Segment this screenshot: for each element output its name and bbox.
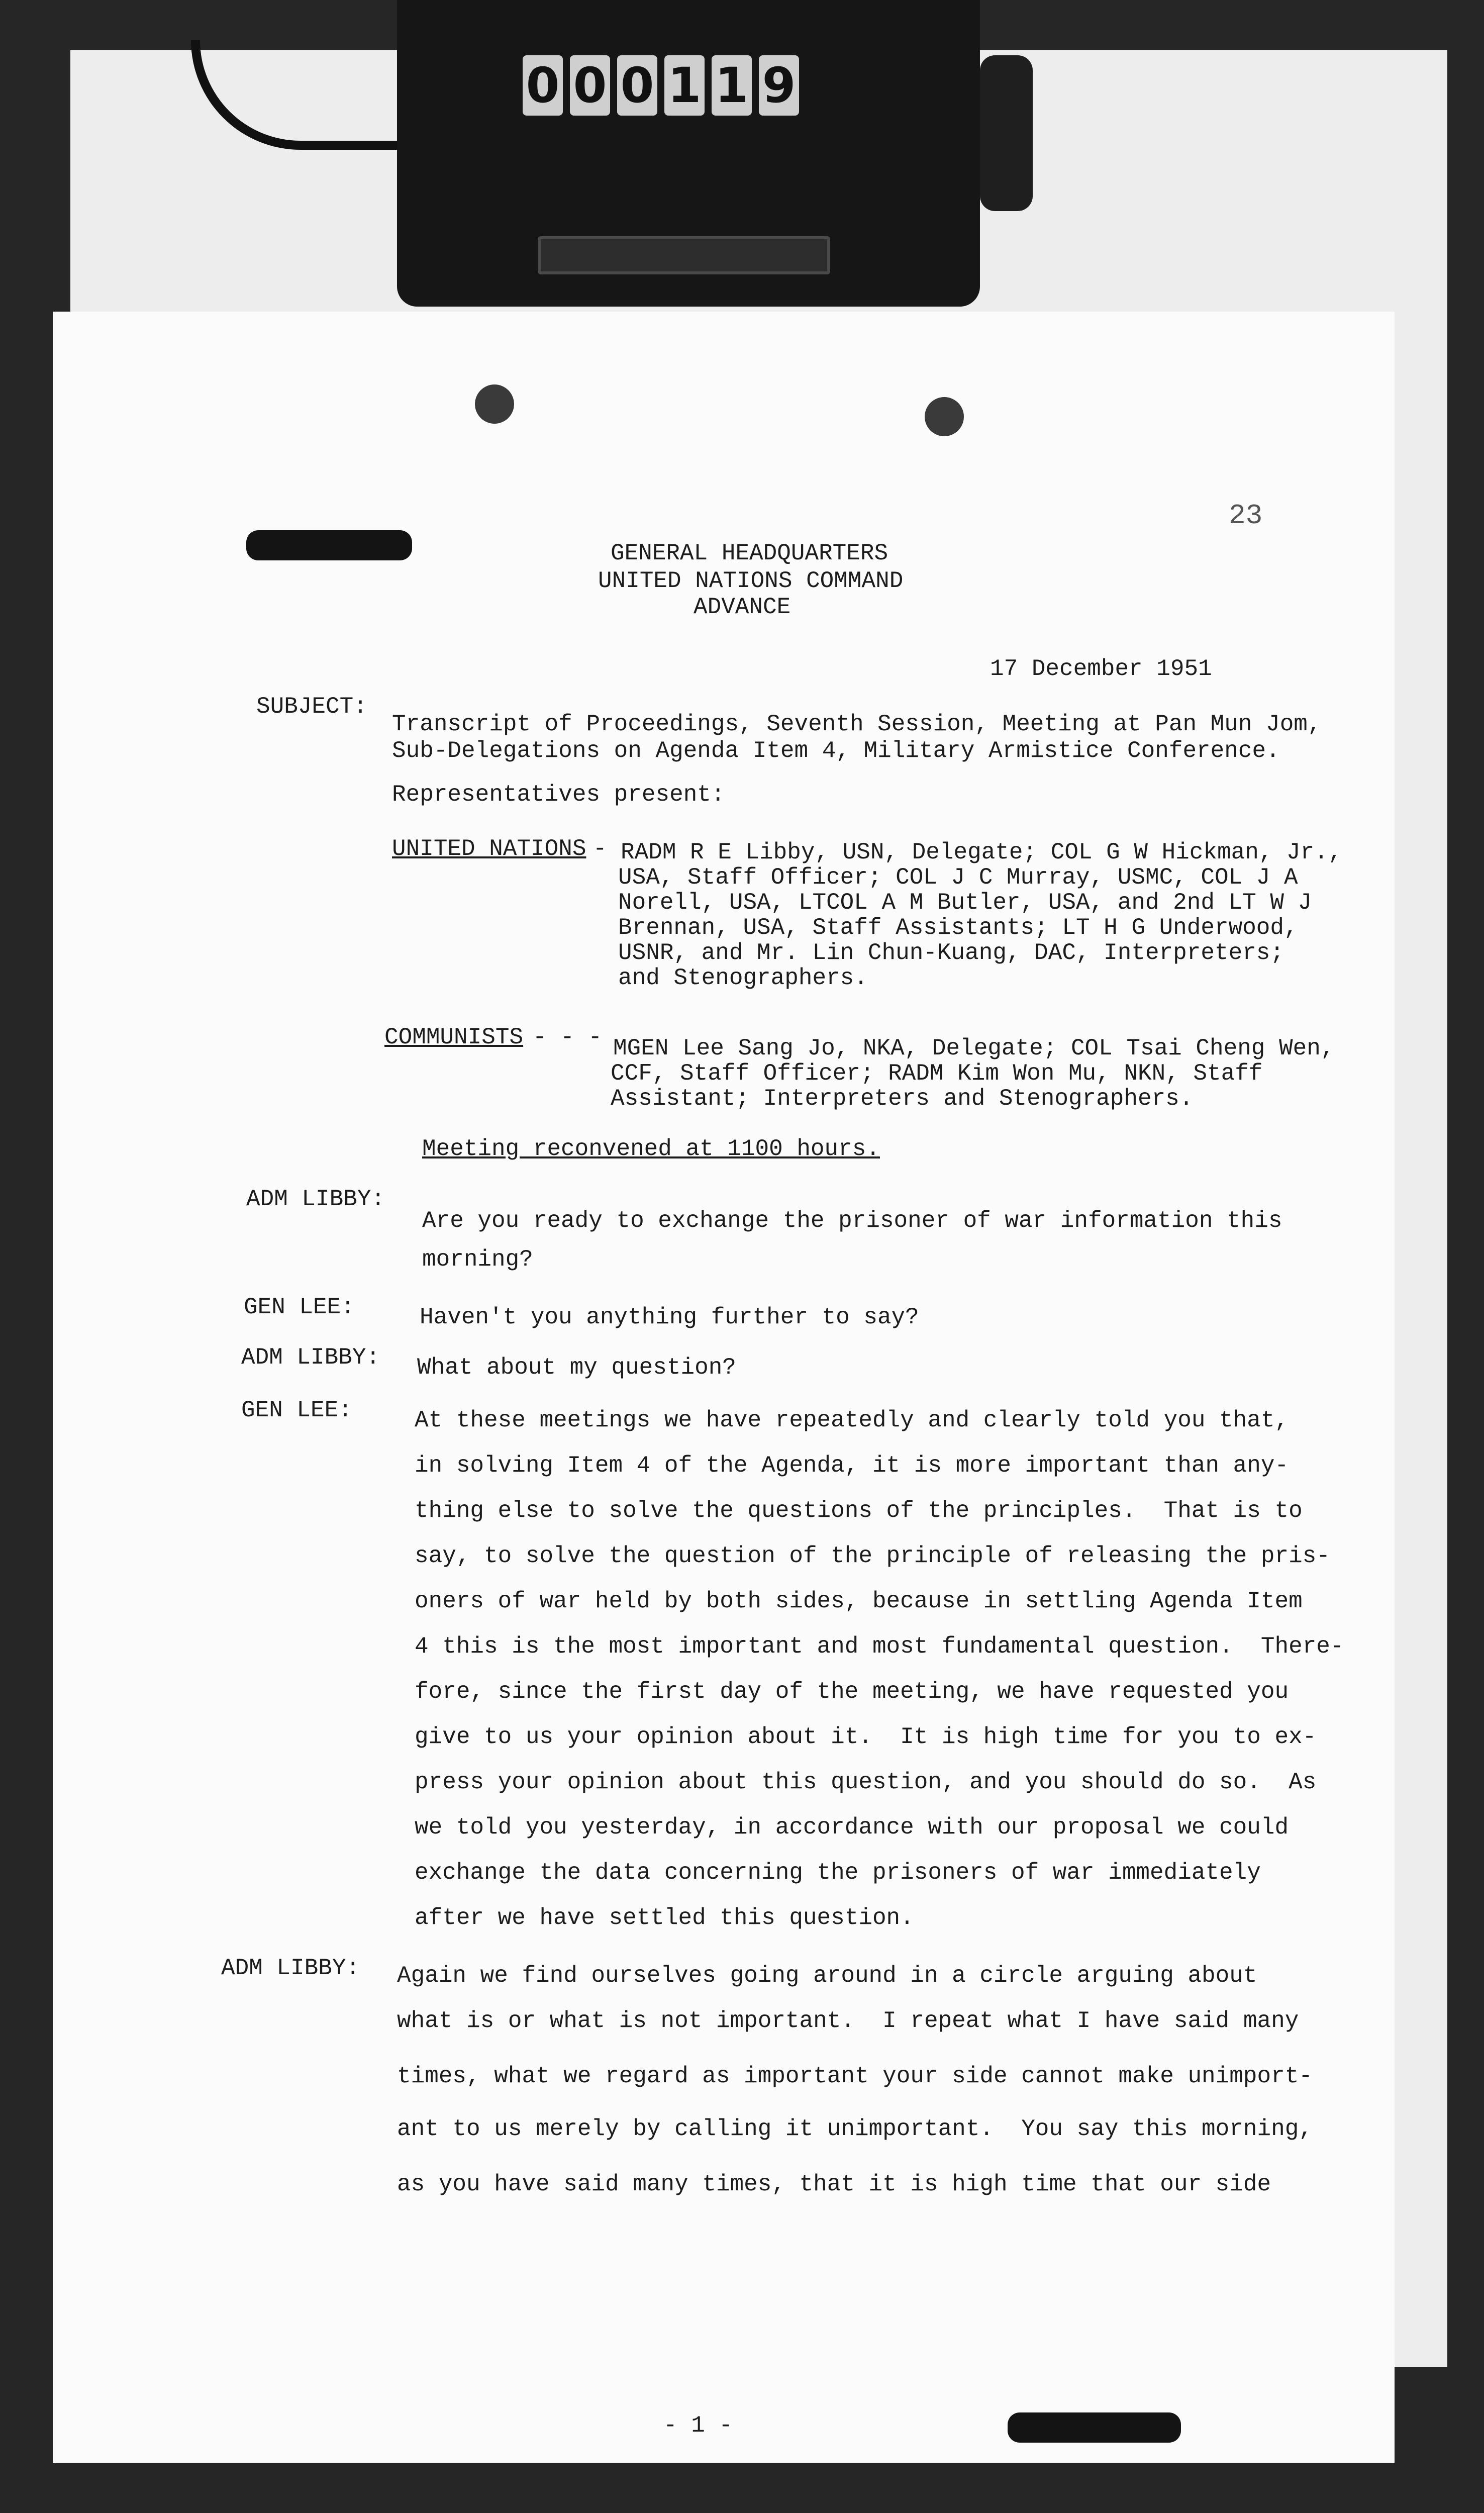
communist-member-line: Assistant; Interpreters and Stenographers. — [611, 1086, 1194, 1112]
communist-member-line: MGEN Lee Sang Jo, NKA, Delegate; COL Tsai Cheng Wen, — [613, 1035, 1335, 1061]
punch-hole — [475, 384, 514, 424]
un-member-line: USNR, and Mr. Lin Chun-Kuang, DAC, Interpreters; — [618, 940, 1284, 966]
un-member-line: and Stenographers. — [618, 965, 868, 991]
subject-line: Transcript of Proceedings, Seventh Session, Meeting at Pan Mun Jom, — [392, 711, 1322, 737]
un-member-line: RADM R E Libby, USN, Delegate; COL G W Hickman, Jr., — [621, 839, 1342, 865]
dialogue-line: exchange the data concerning the prisoners of war immediately — [415, 1860, 1261, 1886]
page-number: - 1 - — [663, 2412, 733, 2439]
dialogue-line: what is or what is not important. I repeat what I have said many — [397, 2008, 1299, 2034]
dialogue-line: At these meetings we have repeatedly and clearly told you that, — [415, 1407, 1289, 1433]
representatives-heading: Representatives present: — [392, 782, 725, 808]
session-note: Meeting reconvened at 1100 hours. — [422, 1136, 880, 1162]
dialogue-line: after we have settled this question. — [415, 1905, 914, 1931]
speaker-label: ADM LIBBY: — [246, 1186, 385, 1212]
redaction-mark — [246, 530, 412, 560]
subject-label: SUBJECT: — [256, 694, 367, 720]
dialogue-line: as you have said many times, that it is high time that our side — [397, 2171, 1271, 2197]
counter-plate — [538, 236, 830, 274]
header-line: UNITED NATIONS COMMAND — [598, 568, 904, 594]
dialogue-line: press your opinion about this question, and you should do so. As — [415, 1769, 1317, 1795]
communist-member-line: CCF, Staff Officer; RADM Kim Won Mu, NKN, Staff — [611, 1060, 1263, 1087]
header-line: GENERAL HEADQUARTERS — [611, 540, 888, 566]
dialogue-line: thing else to solve the questions of the principles. That is to — [415, 1498, 1303, 1524]
dialogue-line: What about my question? — [417, 1355, 736, 1381]
dialogue-line: 4 this is the most important and most fundamental question. There- — [415, 1633, 1344, 1660]
communist-delegation-label: COMMUNISTS — [384, 1024, 524, 1050]
dialogue-line: oners of war held by both sides, because in settling Agenda Item — [415, 1588, 1303, 1614]
punch-hole — [925, 397, 964, 436]
speaker-label: GEN LEE: — [244, 1294, 355, 1320]
un-member-line: USA, Staff Officer; COL J C Murray, USMC, COL J A — [618, 864, 1298, 891]
dialogue-line: Haven't you anything further to say? — [420, 1304, 919, 1330]
counter-digit: 0 — [523, 55, 563, 116]
dialogue-line: fore, since the first day of the meeting, we have requested you — [415, 1679, 1289, 1705]
header-line: ADVANCE — [694, 594, 791, 620]
counter-digit: 0 — [617, 55, 657, 116]
document-page — [53, 312, 1395, 2463]
speaker-label: ADM LIBBY: — [241, 1344, 380, 1371]
un-member-line: Brennan, USA, Staff Assistants; LT H G Underwood, — [618, 915, 1298, 941]
subject-line: Sub-Delegations on Agenda Item 4, Military Armistice Conference. — [392, 738, 1280, 764]
speaker-label: ADM LIBBY: — [221, 1955, 360, 1981]
dialogue-line: in solving Item 4 of the Agenda, it is more important than any- — [415, 1453, 1289, 1479]
frame-counter — [523, 55, 799, 116]
speaker-label: GEN LEE: — [241, 1397, 352, 1423]
counter-digit: 1 — [712, 55, 752, 116]
dialogue-line: times, what we regard as important your side cannot make unimport- — [397, 2063, 1313, 2089]
un-delegation-label: UNITED NATIONS — [392, 836, 586, 862]
redaction-mark — [1008, 2412, 1181, 2443]
dialogue-line: Again we find ourselves going around in a circle arguing about — [397, 1963, 1257, 1989]
page-mark: 23 — [1229, 500, 1263, 532]
counter-digit: 0 — [570, 55, 610, 116]
dialogue-line: we told you yesterday, in accordance with our proposal we could — [415, 1814, 1289, 1841]
dialogue-line: give to us your opinion about it. It is high time for you to ex- — [415, 1724, 1317, 1750]
dialogue-line: say, to solve the question of the principle of releasing the pris- — [415, 1543, 1330, 1569]
un-member-line: Norell, USA, LTCOL A M Butler, USA, and 2nd LT W J — [618, 890, 1312, 916]
communist-dash: - - - — [533, 1024, 603, 1050]
dialogue-line: morning? — [422, 1246, 533, 1273]
counter-digit: 1 — [664, 55, 705, 116]
counter-digit: 9 — [759, 55, 799, 116]
document-date: 17 December 1951 — [990, 656, 1212, 682]
dialogue-line: Are you ready to exchange the prisoner of war information this — [422, 1208, 1282, 1234]
counter-knob — [980, 55, 1033, 211]
un-dash: - — [593, 836, 607, 862]
dialogue-line: ant to us merely by calling it unimportant. You say this morning, — [397, 2116, 1313, 2142]
